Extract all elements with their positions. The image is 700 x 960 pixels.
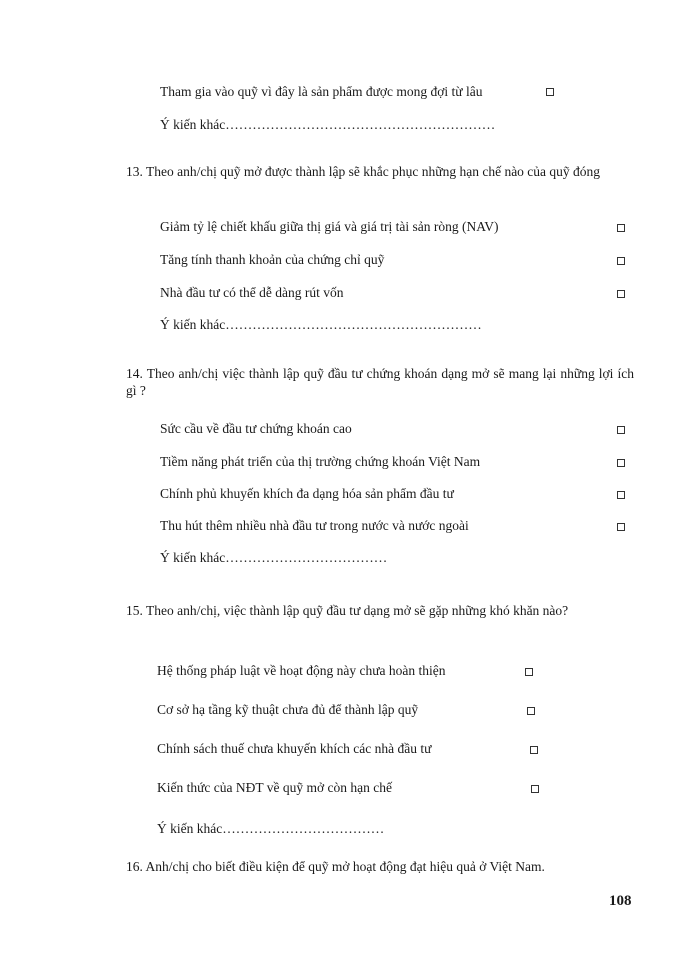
option-text: Ý kiến khác……………………………… bbox=[160, 550, 388, 565]
option-text: Tăng tính thanh khoản của chứng chỉ quỹ bbox=[160, 252, 385, 267]
option-text: Ý kiến khác……………………………… bbox=[157, 821, 385, 836]
checkbox[interactable] bbox=[617, 290, 625, 298]
checkbox[interactable] bbox=[527, 707, 535, 715]
option-text: Thu hút thêm nhiều nhà đầu tư trong nước và nước ngoài bbox=[160, 518, 469, 533]
option-text: Tiềm năng phát triển của thị trường chứng khoán Việt Nam bbox=[160, 454, 481, 469]
option-text: Ý kiến khác…………………………………………………… bbox=[160, 117, 496, 132]
checkbox[interactable] bbox=[531, 785, 539, 793]
checkbox[interactable] bbox=[617, 491, 625, 499]
checkbox[interactable] bbox=[617, 224, 625, 232]
page-number: 108 bbox=[609, 893, 632, 909]
checkbox[interactable] bbox=[617, 257, 625, 265]
checkbox[interactable] bbox=[546, 88, 554, 96]
checkbox[interactable] bbox=[617, 426, 625, 434]
option-text: Hệ thống pháp luật về hoạt động này chưa hoàn thiện bbox=[157, 663, 446, 678]
question-14: 14. Theo anh/chị việc thành lập quỹ đầu tư chứng khoán dạng mở sẽ mang lại những lợi ích gì ? bbox=[126, 366, 634, 398]
question-15: 15. Theo anh/chị, việc thành lập quỹ đầu tư dạng mở sẽ gặp những khó khăn nào? bbox=[126, 603, 569, 618]
option-text: Tham gia vào quỹ vì đây là sản phẩm được mong đợi từ lâu bbox=[160, 84, 483, 99]
checkbox[interactable] bbox=[617, 459, 625, 467]
option-text: Cơ sở hạ tầng kỹ thuật chưa đủ để thành lập quỹ bbox=[157, 702, 419, 717]
checkbox[interactable] bbox=[530, 746, 538, 754]
option-text: Ý kiến khác………………………………………………… bbox=[160, 317, 482, 332]
checkbox[interactable] bbox=[525, 668, 533, 676]
option-text: Chính sách thuế chưa khuyến khích các nhà đầu tư bbox=[157, 741, 432, 756]
checkbox[interactable] bbox=[617, 523, 625, 531]
question-16: 16. Anh/chị cho biết điều kiện để quỹ mở hoạt động đạt hiệu quả ở Việt Nam. bbox=[126, 859, 545, 874]
option-text: Giảm tỷ lệ chiết khấu giữa thị giá và giá trị tài sản ròng (NAV) bbox=[160, 219, 499, 234]
option-text: Nhà đầu tư có thể dễ dàng rút vốn bbox=[160, 285, 344, 300]
option-text: Sức cầu về đầu tư chứng khoán cao bbox=[160, 421, 352, 436]
option-text: Kiến thức của NĐT về quỹ mở còn hạn chế bbox=[157, 780, 393, 795]
question-13: 13. Theo anh/chị quỹ mở được thành lập sẽ khắc phục những hạn chế nào của quỹ đóng bbox=[126, 164, 601, 179]
option-text: Chính phủ khuyến khích đa dạng hóa sản phẩm đầu tư bbox=[160, 486, 454, 501]
